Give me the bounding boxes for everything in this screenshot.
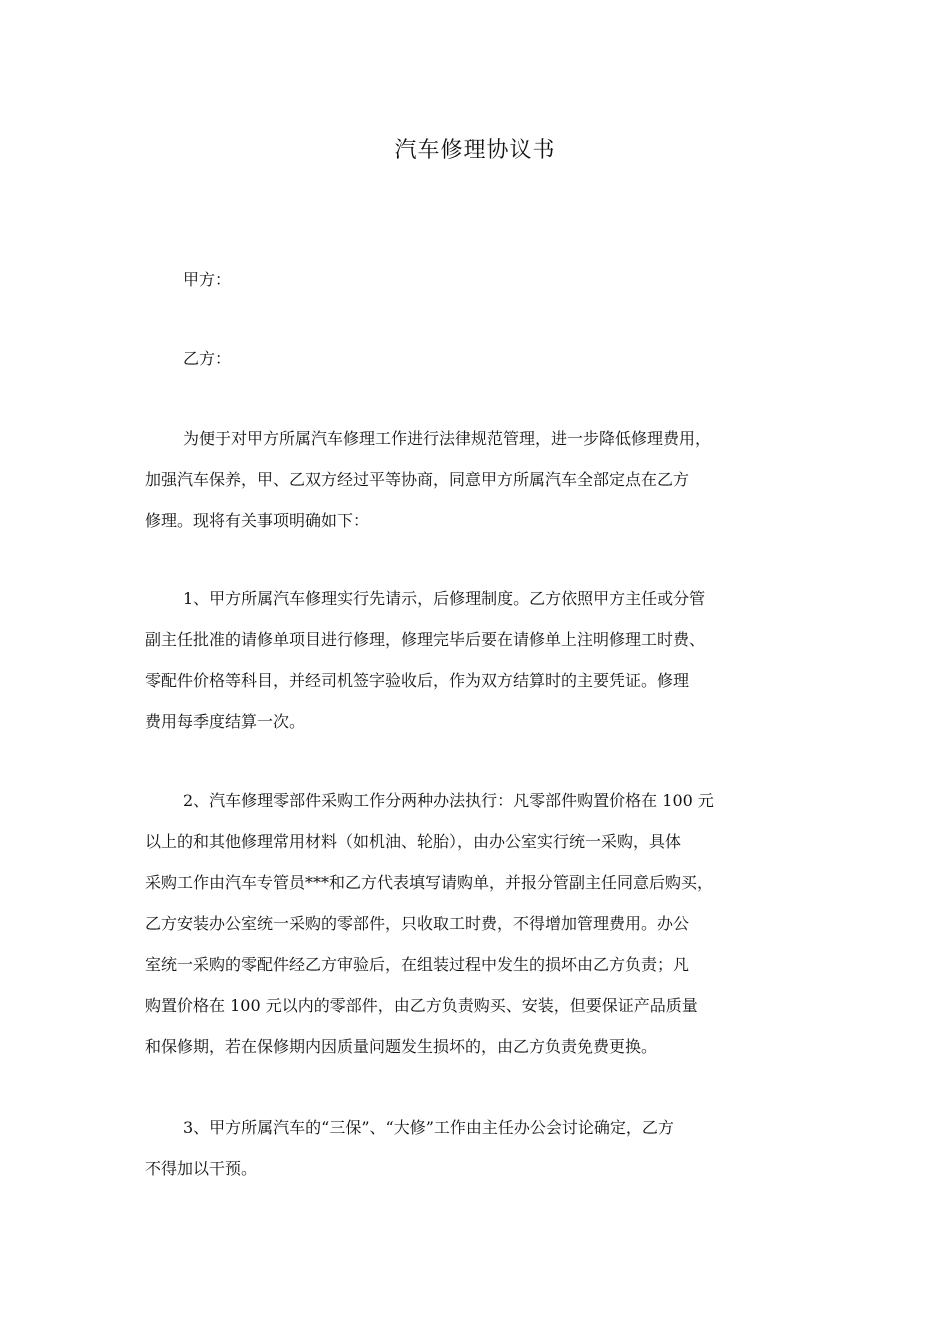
clause-3-paragraph (145, 1107, 825, 1189)
party-b-label: 乙方： (183, 349, 232, 368)
paragraph-line: 采购工作由汽车专管员***和乙方代表填写请购单，并报分管副主任同意后购买， (145, 873, 714, 892)
paragraph-line: 购置价格在 100 元以内的零部件，由乙方负责购买、安装，但要保证产品质量 (145, 996, 698, 1015)
document-title: 汽车修理协议书 (394, 138, 556, 163)
paragraph-line: 室统一采购的零配件经乙方审验后，在组装过程中发生的损坏由乙方负责；凡 (145, 955, 690, 974)
paragraph-line: 乙方安装办公室统一采购的零部件，只收取工时费，不得增加管理费用。办公 (145, 914, 690, 933)
clause-1-paragraph (145, 578, 825, 742)
paragraph-line: 加强汽车保养，甲、乙双方经过平等协商，同意甲方所属汽车全部定点在乙方 (145, 470, 690, 489)
paragraph-line: 零配件价格等科目，并经司机签字验收后，作为双方结算时的主要凭证。修理 (145, 671, 690, 690)
paragraph-line: 修理。现将有关事项明确如下： (145, 511, 370, 530)
paragraph-line: 以上的和其他修理常用材料（如机油、轮胎），由办公室实行统一采购，具体 (145, 832, 682, 851)
paragraph-line: 2、汽车修理零部件采购工作分两种办法执行：凡零部件购置价格在 100 元 (183, 791, 714, 810)
paragraph-line: 费用每季度结算一次。 (145, 712, 306, 731)
paragraph-line: 副主任批准的请修单项目进行修理，修理完毕后要在请修单上注明修理工时费、 (145, 630, 706, 649)
paragraph-line: 1、甲方所属汽车修理实行先请示，后修理制度。乙方依照甲方主任或分管 (183, 589, 706, 608)
paragraph-line: 为便于对甲方所属汽车修理工作进行法律规范管理，进一步降低修理费用， (183, 429, 712, 448)
intro-paragraph (145, 418, 825, 541)
paragraph-line: 和保修期，若在保修期内因质量问题发生损坏的，由乙方负责免费更换。 (145, 1037, 658, 1056)
clause-2-paragraph (145, 780, 825, 1067)
paragraph-line: 3、甲方所属汽车的“三保”、“大修”工作由主任办公会讨论确定，乙方 (183, 1118, 674, 1137)
party-a-label: 甲方： (183, 270, 232, 289)
paragraph-line: 不得加以干预。 (145, 1159, 258, 1178)
